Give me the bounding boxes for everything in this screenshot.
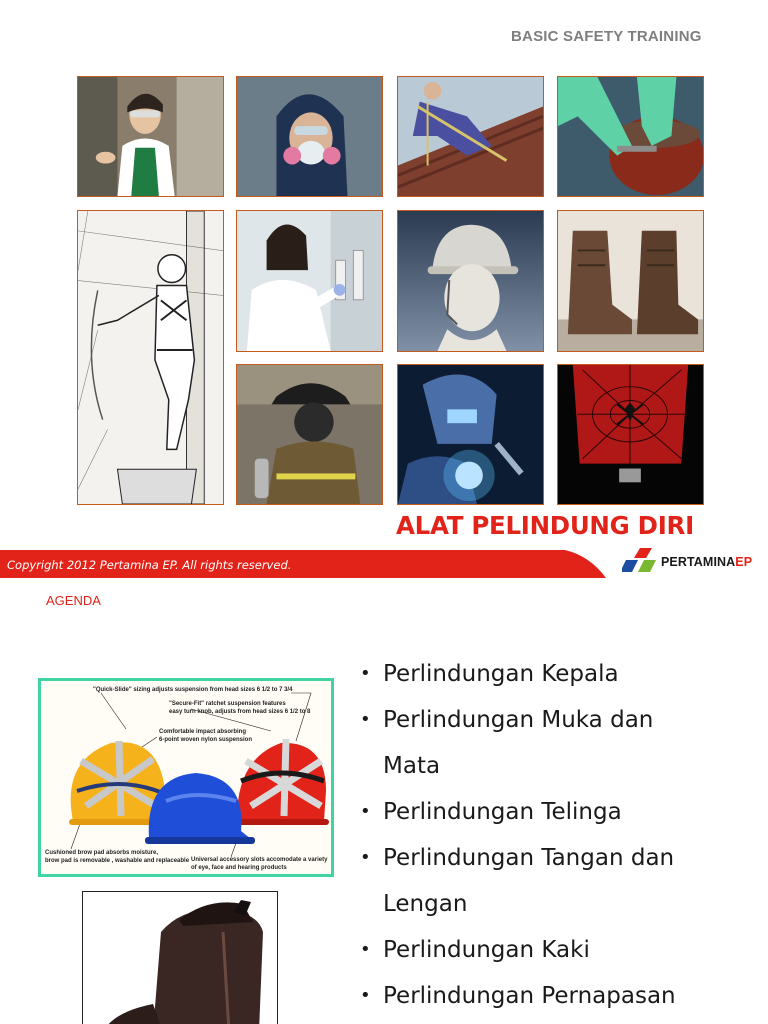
woman-safety-glasses-photo (77, 76, 224, 197)
pertamina-logo-text: PERTAMINAEP (661, 555, 753, 569)
slide-title: ALAT PELINDUNG DIRI (396, 511, 694, 540)
agenda-bullet-list (356, 651, 756, 1019)
spiderman-suit-photo (557, 364, 704, 505)
callout-cushioned-2: brow pad is removable , washable and replaceable (45, 858, 190, 864)
bullet-dot-icon: • (360, 663, 371, 684)
bullet-item: • Perlindungan Kaki (356, 927, 756, 973)
respirator-mask-photo (236, 76, 383, 197)
bullet-dot-icon: • (360, 847, 371, 868)
callout-cushioned-1: Cushioned brow pad absorbs moisture, (45, 850, 159, 856)
callout-quick-slide: "Quick-Slide" sizing adjusts suspension from head sizes 6 1/2 to 7 3/4 (93, 687, 293, 693)
pole-climber-sketch (77, 210, 224, 505)
roof-harness-worker-photo (397, 76, 544, 197)
callout-secure-fit-2: easy turn knob, adjusts from head sizes 6 1/2 to 8 (169, 709, 311, 715)
callout-universal-2: of eye, face and hearing products (191, 865, 287, 871)
callout-universal-1: Universal accessory slots accomodate a variety (191, 857, 328, 863)
copyright-text: Copyright 2012 Pertamina EP. All rights reserved. (7, 558, 292, 572)
welder-photo (397, 364, 544, 505)
work-boots-photo (557, 210, 704, 352)
callout-secure-fit-1: "Secure-Fit" ratchet suspension features (169, 701, 286, 707)
bullet-item-continuation: Mata (383, 753, 441, 779)
hard-hat-mannequin-photo (397, 210, 544, 352)
bullet-dot-icon: • (360, 985, 371, 1006)
bullet-item: • Perlindungan Muka dan (356, 697, 756, 743)
bullet-dot-icon: • (360, 939, 371, 960)
firefighter-photo (236, 364, 383, 505)
lab-coat-scientist-photo (236, 210, 383, 352)
agenda-label: AGENDA (46, 593, 101, 608)
slide-header-title: BASIC SAFETY TRAINING (511, 28, 702, 45)
callout-comfortable-2: 6-point woven nylon suspension (159, 737, 253, 743)
bullet-dot-icon: • (360, 801, 371, 822)
callout-comfortable-1: Comfortable impact absorbing (159, 729, 247, 735)
bullet-item: • Perlindungan Tangan dan (356, 835, 756, 881)
bullet-dot-icon: • (360, 709, 371, 730)
safety-boot-photo (82, 891, 278, 1024)
bullet-item: • Perlindungan Pernapasan (356, 973, 756, 1019)
bullet-item: • Perlindungan Kepala (356, 651, 756, 697)
hard-hat-diagram (38, 678, 334, 877)
bullet-item: • Perlindungan Telinga (356, 789, 756, 835)
chemical-gloves-photo (557, 76, 704, 197)
bullet-item-continuation: Lengan (383, 891, 468, 917)
